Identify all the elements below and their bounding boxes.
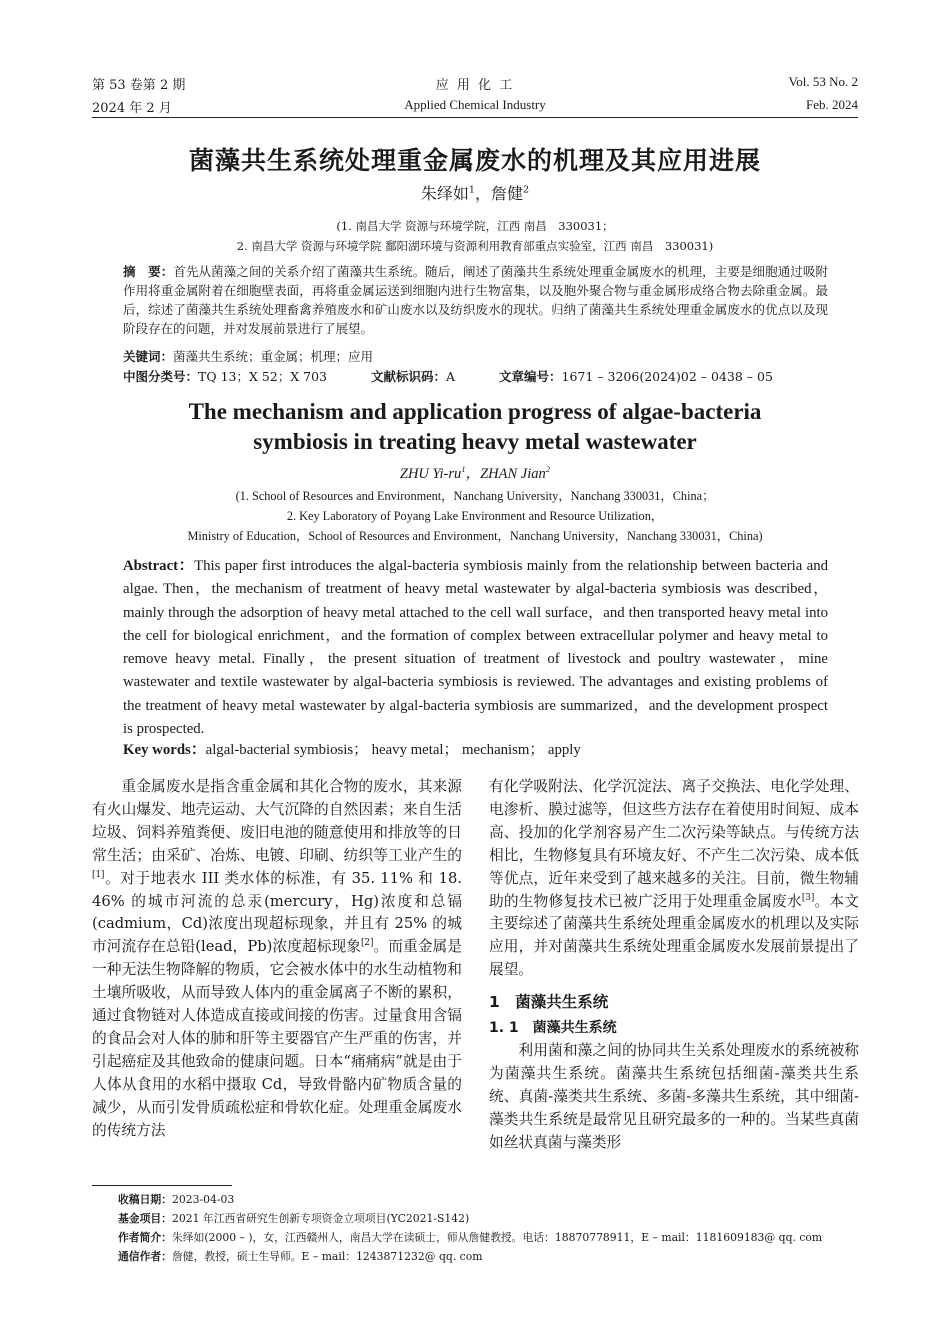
body-right-column	[489, 776, 859, 1155]
header-date-en: Feb. 2024	[806, 97, 858, 112]
author-2-affil-cn: 2	[523, 184, 530, 196]
footnote-rule	[92, 1185, 232, 1186]
keywords-en-text: algal-bacterial symbiosis； heavy metal； mechanism； apply	[205, 742, 581, 758]
author-sep-en: ，	[465, 466, 481, 482]
footnote-author-bio: 作者简介：朱绎如(2000 – )，女，江西赣州人，南昌大学在读硕士，师从詹健教授。电话：18870778911，E – mail：1181609183@ qq. com	[118, 1231, 823, 1244]
header-journal-en: Applied Chemical Industry	[404, 97, 546, 112]
footnote-corresponding: 通信作者：詹健，教授，硕士生导师。E – mail：1243871232@ qq. com	[118, 1250, 483, 1263]
header-rule	[92, 117, 858, 118]
keywords-en	[123, 739, 828, 762]
doc-code-value: A	[445, 369, 456, 384]
affiliation-cn-2: 2. 南昌大学 资源与环境学院 鄱阳湖环境与资源利用教育部重点实验室，江西 南昌 330031)	[236, 239, 714, 253]
citation-2: [2]	[360, 938, 374, 949]
section-heading-1: 1 菌藻共生系统	[489, 993, 609, 1012]
abstract-cn-text: 首先从菌藻之间的关系介绍了菌藻共生系统。随后，阐述了菌藻共生系统处理重金属废水的机理，主要是细胞通过吸附作用将重金属附着在细胞壁表面，再将重金属运送到细胞内进行生物富集，以及胞外聚合物与重金属形成络合物去除重金属。最后，综述了菌藻共生系统处理畜禽养殖废水和矿山废水以及纺织废水的现状。归纳了菌藻共生系统处理重金属废水的优点以及现阶段存在的问题，并对发展前景进行了展望。	[123, 264, 828, 336]
body-paragraph: 利用菌和藻之间的协同共生关系处理废水的系统被称为菌藻共生系统。菌藻共生系统包括细菌-藻类共生系统、真菌-藻类共生系统、多菌-多藻共生系统，其中细菌-藻类共生系统是最常见且研究最多的一种的。当某些真菌如丝状真菌与藻类形	[489, 1042, 859, 1151]
keywords-cn	[123, 347, 828, 366]
header-volume-en: Vol. 53 No. 2	[788, 74, 858, 89]
header-journal-cn: 应 用 化 工	[435, 78, 515, 93]
doc-code-label: 文献标识码：	[370, 369, 446, 384]
affiliation-en-3: Ministry of Education，School of Resources and Environment，Nanchang University，Nanchang 330031，China)	[187, 529, 763, 543]
header-volume-cn: 第 53 卷第 2 期	[92, 78, 186, 93]
affiliation-cn-1: (1. 南昌大学 资源与环境学院，江西 南昌 330031；	[336, 219, 614, 233]
authors-cn	[60, 181, 890, 204]
author-2-en: ZHAN Jian	[480, 466, 546, 482]
authors-en	[60, 462, 890, 483]
clc-label: 中图分类号：	[123, 369, 199, 384]
author-2-cn: 詹健	[491, 184, 524, 203]
paper-title-en-line2: symbiosis in treating heavy metal wastewater	[253, 429, 697, 454]
article-no-value: 1671 – 3206(2024)02 – 0438 – 05	[561, 369, 773, 384]
author-1-en: ZHU Yi-ru	[399, 466, 462, 482]
citation-1: [1]	[92, 869, 105, 880]
article-no-label: 文章编号：	[498, 369, 562, 384]
section-heading-1-1: 1. 1 菌藻共生系统	[489, 1020, 617, 1037]
author-1-cn: 朱绎如	[420, 184, 469, 203]
author-1-affil-cn: 1	[468, 184, 475, 196]
clc-value: TQ 13；X 52；X 703	[198, 369, 327, 384]
header-date-cn: 2024 年 2 月	[92, 101, 172, 116]
paper-title-cn: 菌藻共生系统处理重金属废水的机理及其应用进展	[188, 146, 761, 175]
abstract-en-label: Abstract：	[123, 558, 195, 574]
footnote-received: 收稿日期：2023-04-03	[118, 1193, 235, 1206]
keywords-en-label: Key words：	[123, 742, 206, 758]
keywords-cn-text: 菌藻共生系统；重金属；机理；应用	[173, 349, 374, 364]
author-1-affil-en: 1	[461, 464, 466, 475]
author-sep-cn: ，	[474, 184, 491, 203]
abstract-cn	[123, 262, 828, 338]
abstract-cn-label: 摘 要：	[123, 264, 174, 279]
affiliation-en-1: (1. School of Resources and Environment，Nanchang University，Nanchang 330031，China；	[235, 489, 715, 503]
body-left-column	[92, 776, 462, 1143]
keywords-cn-label: 关键词：	[123, 349, 174, 364]
footnotes	[118, 1190, 858, 1266]
footnote-funding: 基金项目：2021 年江西省研究生创新专项资金立项项目(YC2021-S142)	[118, 1212, 470, 1225]
abstract-en-text: This paper first introduces the algal-bacteria symbiosis mainly from the relationship between bacteria and algae. Then，the mechanism of treatment of heavy metal wastewater by algal-bacteria symbiosis was described，mainly through the adsorption of heavy metal attached to the cell wall surface，and then transported heavy metal into the cell for biological enrichment，and the formation of complex between extracellular polymer and heavy metal to remove heavy metal. Finally，the present situation of treatment of livestock and poultry wastewater，mine wastewater and textile wastewater by algal-bacteria symbiosis is reviewed. The advantages and existing problems of the treatment of heavy metal wastewater by algal-bacteria symbiosis are summarized，and the development prospect is prospected.	[123, 558, 828, 738]
citation-3: [3]	[801, 892, 815, 903]
classification	[123, 367, 828, 386]
author-2-affil-en: 2	[545, 464, 551, 475]
body-paragraph: 重金属废水是指含重金属和其化合物的废水，其来源有火山爆发、地壳运动、大气沉降的自然因素；来自生活垃圾、饲料养殖粪便、废旧电池的随意使用和排放等的日常生活；由采矿、冶炼、电镀、印刷、纺织等工业产生的[1]。对于地表水 III 类水体的标准，有 35. 11% 和 18. 46% 的城市河流的总汞(mercury，Hg)浓度和总镉(cadmium，Cd)浓度出现超标现象，并且有 25% 的城市河流存在总铅(lead，Pb)浓度超标现象[2]。而重金属是一种无法生物降解的物质，它会被水体中的水生动植物和土壤所吸收，从而导致人体内的重金属离子不断的累积，通过食物链对人体造成直接或间接的伤害。过量食用含镉的食品会对人体的肺和肝等主要器官产生严重的伤害，并引起癌症及其他致命的健康问题。日本“痛痛病”就是由于人体从食用的水稻中摄取 Cd，导致骨骼内矿物质含量的减少，从而引发骨质疏松症和骨软化症。处理重金属废水的传统方法	[92, 778, 462, 1139]
abstract-en	[123, 555, 828, 741]
paper-title-en-line1: The mechanism and application progress of algae-bacteria	[188, 399, 762, 424]
body-paragraph-continued: 有化学吸附法、化学沉淀法、离子交换法、电化学处理、电渗析、膜过滤等，但这些方法存在着使用时间短、成本高、投加的化学剂容易产生二次污染等缺点。与传统方法相比，生物修复具有环境友好、不产生二次污染、成本低等优点，近年来受到了越来越多的关注。目前，微生物辅助的生物修复技术已被广泛用于处理重金属废水[3]。本文主要综述了菌藻共生系统处理重金属废水的机理以及实际应用，并对菌藻共生系统处理重金属废水发展前景提出了展望。	[489, 778, 859, 979]
affiliation-en-2: 2. Key Laboratory of Poyang Lake Environment and Resource Utilization，	[286, 509, 664, 523]
